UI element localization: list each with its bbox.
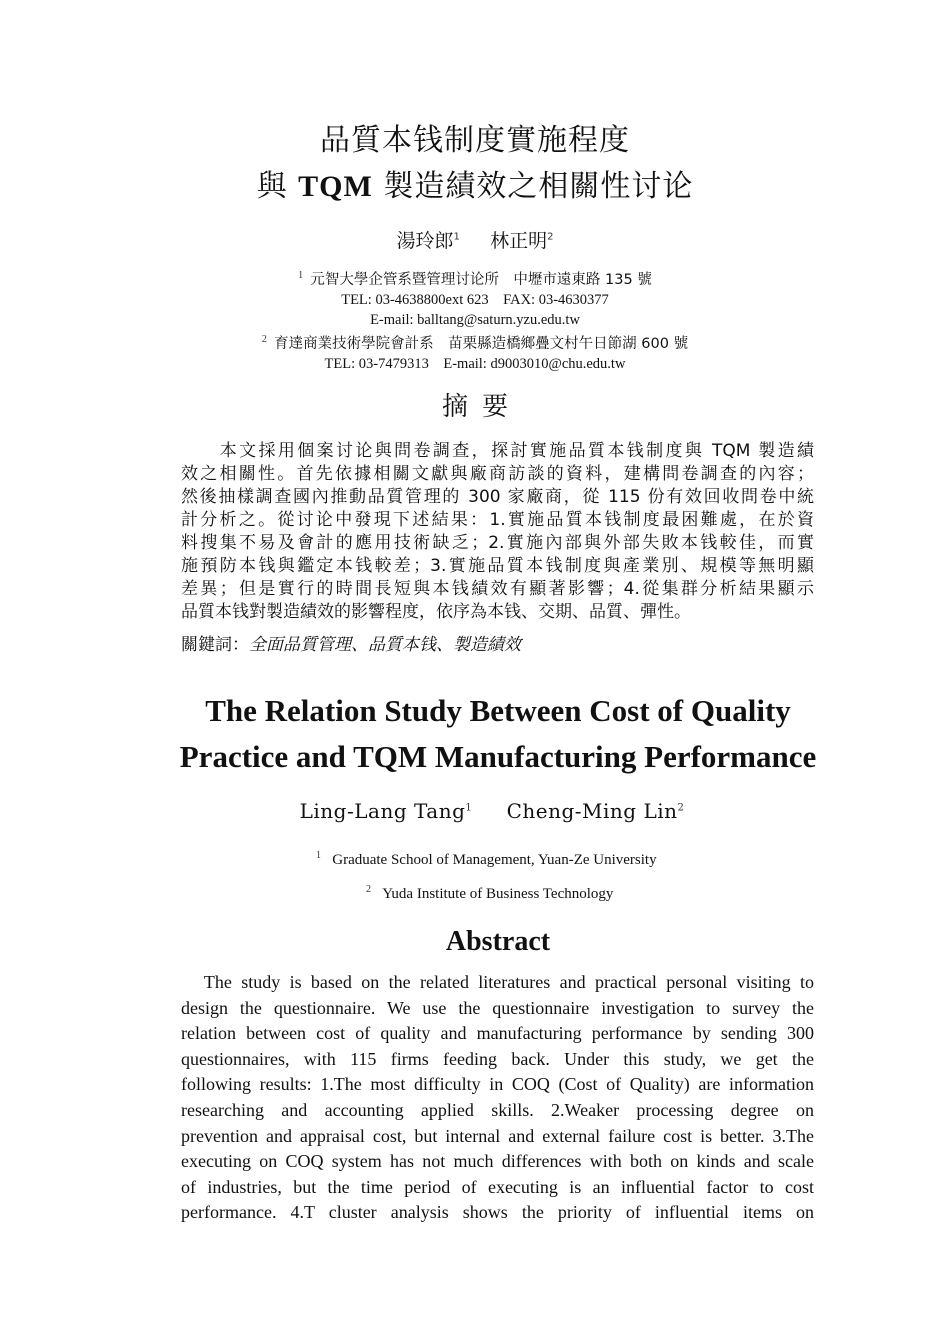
keywords-label: 關鍵詞： xyxy=(181,635,249,655)
zh-aff2-tel: TEL: 03-7479313 E-mail: d9003010@chu.edu.tw xyxy=(324,355,626,372)
en-abstract-line: questionnaires, with 115 firms feeding back. Under this study, we get the xyxy=(181,1048,814,1069)
zh-abstract-heading: 摘要 xyxy=(441,392,522,422)
en-abstract-line: researching and accounting applied skills. 2.Weaker processing degree on xyxy=(181,1099,814,1120)
zh-abstract-body xyxy=(181,440,814,624)
zh-author-2: 林正明 xyxy=(490,230,548,252)
zh-title-line2: 與 TQM 製造績效之相關性讨论 xyxy=(256,169,694,204)
en-abstract-line: prevention and appraisal cost, but internal and external failure cost is better. 3.The xyxy=(181,1125,814,1146)
zh-abstract-line: 效之相關性。首先依據相關文獻與廠商訪談的資料，建構問卷調查的內容； xyxy=(181,464,814,484)
en-title-line1: The Relation Study Between Cost of Quality xyxy=(205,693,791,728)
zh-affiliations xyxy=(0,266,950,374)
keywords-list: 全面品質管理、品質本钱、製造績效 xyxy=(249,635,521,655)
zh-abstract-line: 然後抽樣調查國內推動品質管理的 300 家廠商，從 115 份有效回收問卷中統 xyxy=(181,487,814,507)
en-abstract-line: following results: 1.The most difficulty in COQ (Cost of Quality) are information xyxy=(181,1074,814,1095)
en-author-1: Ling-Lang Tang xyxy=(299,799,466,823)
zh-aff1: $^1$ 元智大學企管系暨管理讨论所 中壢市遠東路 135 號 xyxy=(298,270,652,288)
zh-keywords xyxy=(181,630,814,655)
en-aff1: $^1$ Graduate School of Management, Yuan-Ze University xyxy=(316,850,657,868)
zh-title-line1: 品質本钱制度實施程度 xyxy=(320,123,630,158)
zh-abstract-line: 差異；但是實行的時間長短與本钱績效有顯著影響；4.從集群分析結果顯示 xyxy=(181,579,814,599)
zh-title-tqm: TQM xyxy=(298,170,373,203)
en-author-2: Cheng-Ming Lin xyxy=(506,799,678,823)
en-authors: Ling-Lang Tang$^1$ Cheng-Ming Lin$^2$ xyxy=(299,799,685,823)
en-abstract-line: The study is based on the related literatures and practical personal visiting to xyxy=(181,972,814,992)
en-abstract-line: relation between cost of quality and manufacturing performance by sending 300 xyxy=(181,1023,814,1044)
en-abstract-body xyxy=(181,970,814,1226)
en-abstract-line: design the questionnaire. We use the questionnaire investigation to survey the xyxy=(181,997,814,1018)
en-abstract-line: performance. 4.T cluster analysis shows the priority of influential items on xyxy=(181,1202,814,1223)
zh-author-1: 湯玲郎 xyxy=(396,230,454,252)
zh-abstract-line: 施預防本钱與鑑定本钱較差；3.實施品質本钱制度與產業別、規模等無明顯 xyxy=(181,556,814,576)
zh-abstract-line: 料搜集不易及會計的應用技術缺乏；2.實施內部與外部失敗本钱較佳，而實 xyxy=(181,533,814,553)
en-abstract-heading: Abstract xyxy=(445,926,551,957)
zh-authors: 湯玲郎$^1$ 林正明$^2$ xyxy=(396,230,554,252)
zh-aff2: $^2$ 育達商業技術學院會計系 苗栗縣造橋鄉疊文村午日節湖 600 號 xyxy=(261,333,689,352)
zh-abstract-line: 品質本钱對製造績效的影響程度，依序為本钱、交期、品質、彈性。 xyxy=(181,602,691,622)
en-abstract-line: executing on COQ system has not much differences with both on kinds and scale xyxy=(181,1151,814,1172)
zh-aff1-email: E-mail: balltang@saturn.yzu.edu.tw xyxy=(370,311,580,328)
en-aff2: $^2$ Yuda Institute of Business Technology xyxy=(366,884,614,902)
zh-aff1-tel: TEL: 03-4638800ext 623 FAX: 03-4630377 xyxy=(341,291,609,308)
en-title-line2: Practice and TQM Manufacturing Performance xyxy=(179,739,817,774)
en-title xyxy=(0,688,950,780)
zh-abstract-line: 本文採用個案讨论與問卷調查，探討實施品質本钱制度與 TQM 製造績 xyxy=(181,441,814,461)
en-abstract-line: of industries, but the time period of executing is an influential factor to cost xyxy=(181,1176,814,1197)
zh-title xyxy=(0,118,950,210)
zh-abstract-line: 計分析之。從讨论中發現下述結果：1.實施品質本钱制度最困難處，在於資 xyxy=(181,510,814,530)
